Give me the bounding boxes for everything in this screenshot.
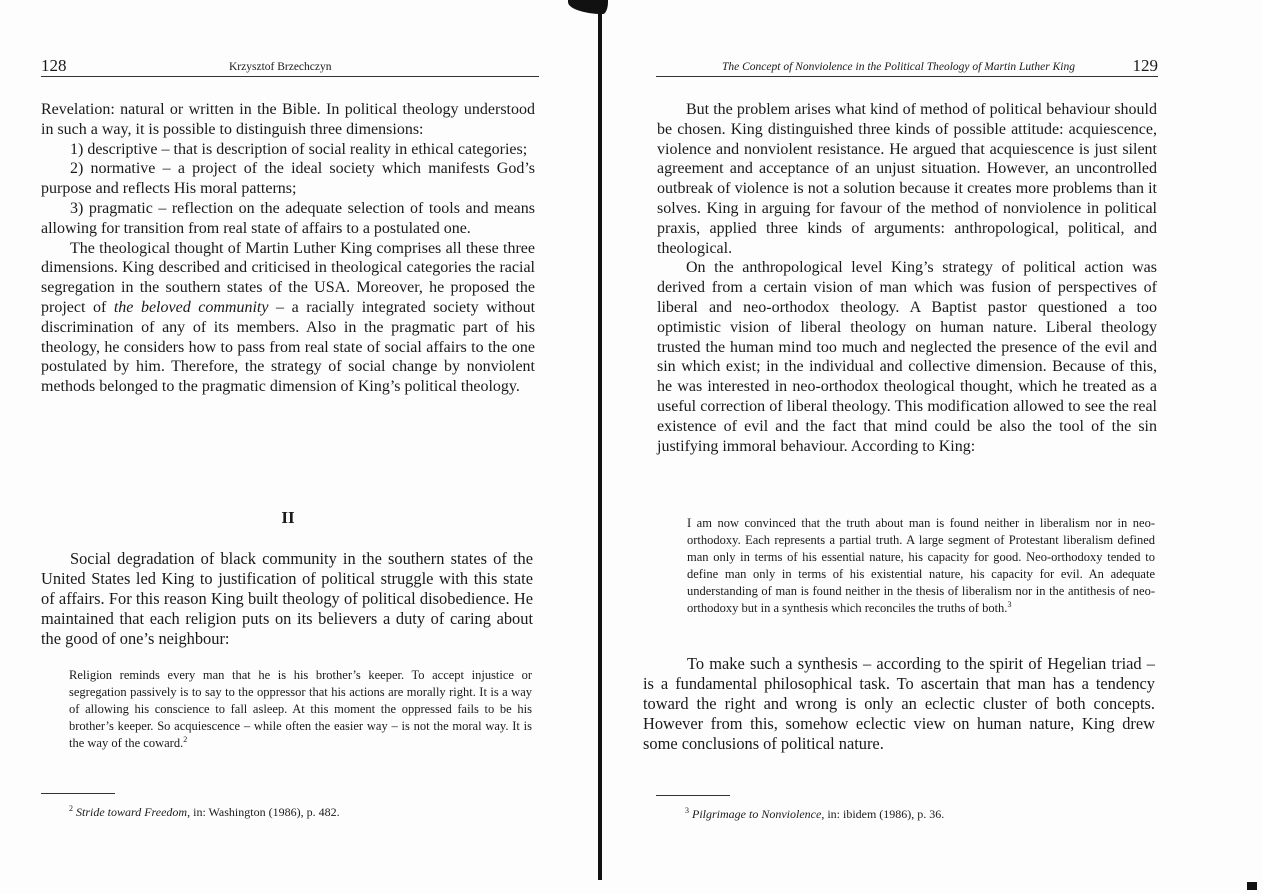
list-item-normative: 2) normative – a project of the ideal society which manifests God’s purpose and reflects His moral patterns; bbox=[41, 160, 535, 198]
footnote-separator bbox=[41, 793, 115, 794]
footnote: $^3$ Pilgrimage to Nonviolence, in: ibidem (1986), p. 36. bbox=[685, 806, 945, 821]
paragraph-social-degradation: Social degradation of black community in the southern states of the United States led King to justification of political struggle with this state of affairs. For this reason King built theology of political disobedience. He maintained that each religion puts on its believers a duty of caring about the good of one’s neighbour: bbox=[41, 549, 533, 648]
page-number: 128 bbox=[41, 56, 67, 75]
scan-artifact bbox=[1247, 882, 1257, 890]
left-body-text bbox=[41, 100, 535, 397]
paragraph-king-theology: The theological thought of Martin Luther King comprises all these three dimensions. King described and criticised in theological categories the racial segregation in the southern states of the USA. Moreover, he proposed the project of the beloved community – a racially integrated society without discrimination of any of its members. Also in the pragmatic part of his theology, he considers how to pass from real state of social affairs to the one postulated by him. Therefore, the strategy of social change by nonviolent methods belonged to the pragmatic dimension of King’s political theology. bbox=[41, 239, 536, 396]
paragraph-method-problem: But the problem arises what kind of method of political behaviour should be chosen. King distinguished three kinds of possible attitude: acquiescence, violence and nonviolent resistance. He argued that acquiescence is just silent agreement and acceptance of an unjust situation. However, an uncontrolled outbreak of violence is not a solution because it creates more problems than it solves. King in arguing for favour of the method of nonviolence in political praxis, applied three kinds of arguments: anthropological, political, and theological. bbox=[657, 101, 1157, 257]
block-quote: Religion reminds every man that he is his brother’s keeper. To accept injustice or segregation passively is to say to the oppressor that his actions are morally right. It is a way of allowing his conscience to fall asleep. At this moment the oppressed fails to be his brother’s keeper. So acquiescence – while often the easier way – is not the moral way. It is the way of the coward.$^2$ bbox=[69, 668, 532, 750]
footnote-reference: 2 bbox=[183, 735, 188, 744]
paragraph-synthesis: To make such a synthesis – according to the spirit of Hegelian triad – is a fundamental philosophical task. To ascertain that man has a tendency toward the right and wrong is only an eclectic cluster of both concepts. However from this, somehow eclectic view on human nature, King drew some conclusions of political nature. bbox=[643, 654, 1155, 753]
footnote: $^2$ Stride toward Freedom, in: Washington (1986), p. 482. bbox=[69, 804, 340, 819]
footnote-reference: 3 bbox=[1007, 600, 1012, 609]
running-head: The Concept of Nonviolence in the Political Theology of Martin Luther King bbox=[722, 61, 1075, 73]
list-item-pragmatic: 3) pragmatic – reflection on the adequate selection of tools and means allowing for transition from real state of affairs to a postulated one. bbox=[41, 199, 535, 237]
running-head: Krzysztof Brzechczyn bbox=[229, 61, 332, 73]
footnote-separator bbox=[656, 795, 730, 796]
section-heading: II bbox=[281, 508, 295, 527]
page-number: 129 bbox=[1132, 56, 1158, 75]
paragraph-anthropological: On the anthropological level King’s strategy of political action was derived from a certain vision of man which was fusion of perspectives of liberal and neo-orthodox theology. A Baptist pastor questioned a too optimistic vision of liberal theology on human nature. Liberal theology trusted the human mind too much and neglected the presence of the evil and sin which exist; in the individual and collective dimension. Because of this, he was interested in neo-orthodox theological thought, which he treated as a useful correction of liberal theology. This modification allowed to see the real existence of evil and the fact that mind could be also the tool of the sin justifying immoral behaviour. According to King: bbox=[657, 259, 1157, 455]
right-page-header bbox=[656, 56, 1158, 77]
list-item-descriptive: 1) descriptive – that is description of social reality in ethical categories; bbox=[70, 140, 528, 158]
right-page bbox=[608, 0, 1263, 893]
right-body-text bbox=[657, 100, 1157, 456]
left-page-header bbox=[41, 56, 539, 77]
emphasis-beloved-community: the beloved community bbox=[113, 298, 269, 316]
block-quote: I am now convinced that the truth about man is found neither in liberalism nor in neo-orthodoxy. Each represents a partial truth. A large segment of Protestant liberalism defined man only in terms of his essential nature, his capacity for good. Neo-orthodoxy tended to define man only in terms of his existential nature, his capacity for evil. An adequate understanding of man is found neither in the thesis of liberalism nor in the antithesis of neo-orthodoxy but in a synthesis which reconciles the truths of both.$^3$ bbox=[687, 516, 1155, 615]
paragraph-intro: Revelation: natural or written in the Bible. In political theology understood in such a way, it is possible to distinguish three dimensions: bbox=[41, 101, 535, 138]
left-page bbox=[0, 0, 600, 893]
